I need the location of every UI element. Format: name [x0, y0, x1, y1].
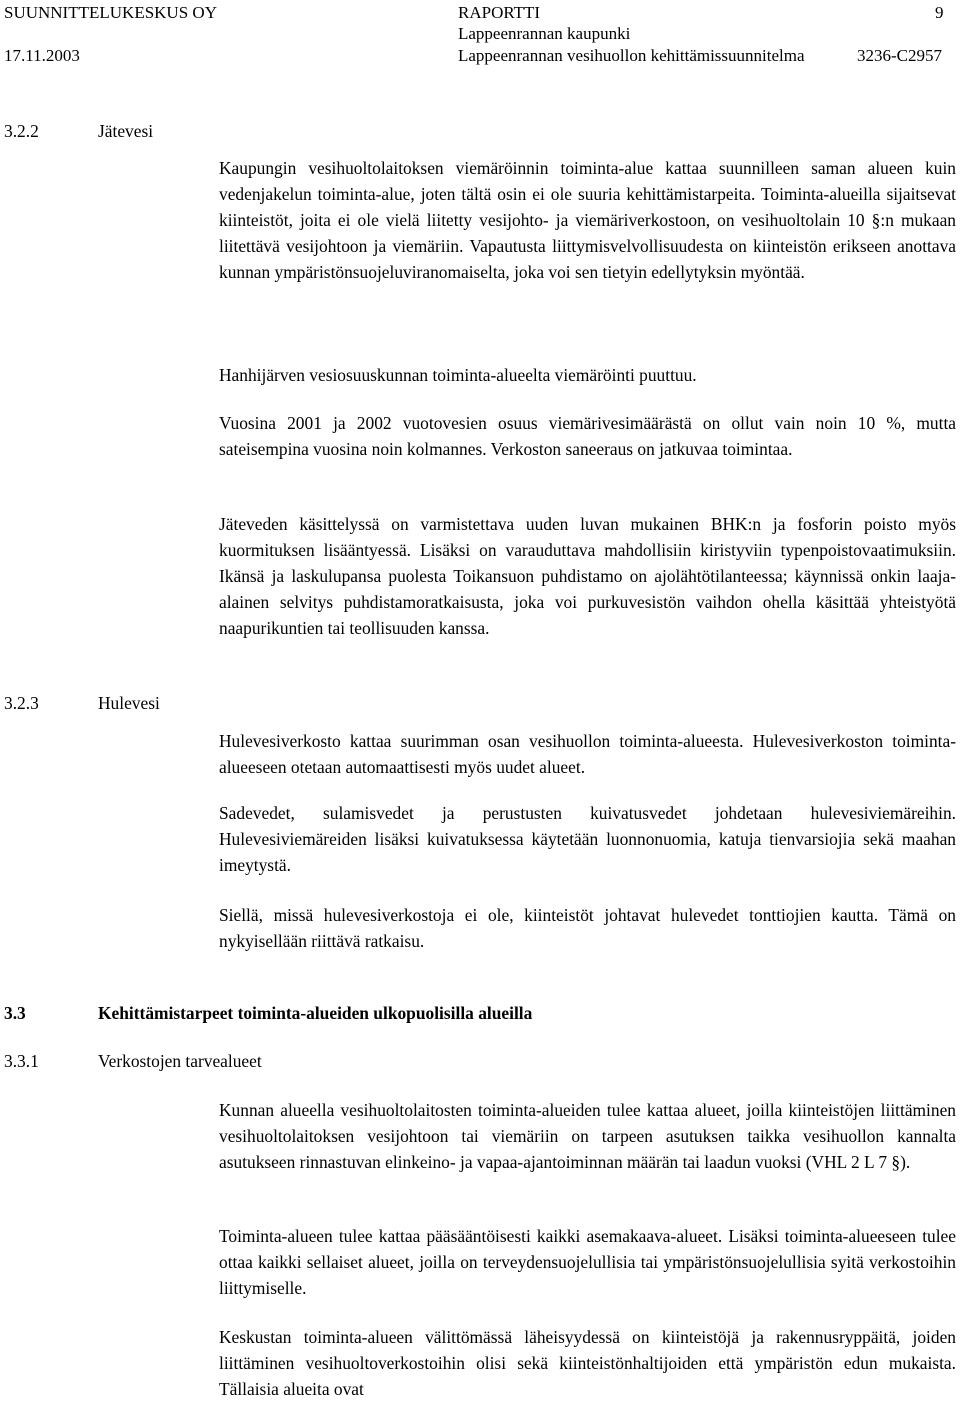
section-number-331: 3.3.1: [4, 1051, 39, 1071]
header-doc-type: RAPORTTI: [458, 3, 541, 22]
paragraph: Keskustan toiminta-alueen välittömässä läheisyydessä on kiinteistöjä ja rakennusryppäitä, joiden liittäminen vesihuoltoverkostoihin olisi sekä kiinteistönhaltijoiden että ympäristön edun mukaista. Tällaisia alueita ovat: [219, 1327, 956, 1399]
section-title-331: Verkostojen tarvealueet: [98, 1051, 262, 1071]
paragraph: Vuosina 2001 ja 2002 vuotovesien osuus viemärivesimäärästä on ollut vain noin 10 %, mutta sateisempina vuosina noin kolmannes. Verkoston saneeraus on jatkuvaa toimintaa.: [219, 413, 956, 459]
page-header: [0, 0, 960, 70]
paragraph: Kaupungin vesihuoltolaitoksen viemäröinnin toiminta-alue kattaa suunnilleen saman alueen kuin vedenjakelun toiminta-alue, joten tältä osin ei ole suuria kehittämistarpeita. Toiminta-alueilla sijaitsevat kiinteistöt, joita ei ole vielä liitetty vesijohto- ja viemäriverkostoon, on vesihuoltolain 10 §:n mukaan liitettävä vesijohtoon ja viemäriin. Vapautusta liittymisvelvollisuudesta on kiinteistön erikseen anottava kunnan ympäristönsuojeluviranomaiselta, joka voi sen tietyin edellytyksin myöntää.: [219, 158, 956, 282]
header-project-number: 3236-C2957: [857, 46, 942, 65]
section-number-323: 3.2.3: [4, 693, 39, 713]
section-number-322: 3.2.2: [4, 121, 39, 141]
section-title-33: Kehittämistarpeet toiminta-alueiden ulkopuolisilla alueilla: [98, 1003, 533, 1023]
section-title-323: Hulevesi: [98, 693, 160, 713]
header-date: 17.11.2003: [4, 46, 80, 65]
paragraph: Hanhijärven vesiosuuskunnan toiminta-alueelta viemäröinti puuttuu.: [219, 365, 697, 385]
header-client: Lappeenrannan kaupunki: [458, 24, 631, 43]
paragraph: Siellä, missä hulevesiverkostoja ei ole, kiinteistöt johtavat hulevedet tonttiojien kautta. Tämä on nykyisellään riittävä ratkaisu.: [219, 905, 956, 951]
paragraph: Toiminta-alueen tulee kattaa pääsääntöisesti kaikki asemakaava-alueet. Lisäksi toiminta-alueeseen tulee ottaa kaikki sellaiset alueet, joilla on terveydensuojelullisia tai ympäristönsuojelullisia syitä verkostoihin liittymiselle.: [219, 1226, 956, 1298]
paragraph: Hulevesiverkosto kattaa suurimman osan vesihuollon toiminta-alueesta. Hulevesiverkoston toiminta-alueeseen otetaan automaattisesti myös uudet alueet.: [219, 731, 956, 777]
paragraph: Jäteveden käsittelyssä on varmistettava uuden luvan mukainen BHK:n ja fosforin poisto myös kuormituksen lisääntyessä. Lisäksi on varauduttava mahdollisiin kiristyviin typenpoistovaatimuksiin. Ikänsä ja laskulupansa puolesta Toikansuon puhdistamo on ajolähtötilanteessa; käynnissä onkin laaja-alainen selvitys puhdistamoratkaisusta, joka voi purkuvesistön vaihdon ohella käsittää yhteistyötä naapurikuntien tai teollisuuden kanssa.: [219, 514, 956, 638]
header-page-number: 9: [935, 3, 944, 22]
section-title-322: Jätevesi: [98, 121, 154, 141]
paragraph: Sadevedet, sulamisvedet ja perustusten kuivatusvedet johdetaan hulevesiviemäreihin. Hulevesiviemäreiden lisäksi kuivatuksessa käytetään luonnonuomia, katuja tienvarsiojia sekä maahan imeytystä.: [219, 803, 956, 875]
paragraph: Kunnan alueella vesihuoltolaitosten toiminta-alueiden tulee kattaa alueet, joilla kiinteistöjen liittäminen vesihuoltolaitoksen vesijohtoon tai viemäriin on tarpeen asutuksen taikka vesihuollon kannalta asutukseen rinnastuvan elinkeino- ja vapaa-ajantoiminnan määrän tai laadun vuoksi (VHL 2 L 7 §).: [219, 1100, 956, 1172]
header-company: SUUNNITTELUKESKUS OY: [4, 3, 217, 22]
section-number-33: 3.3: [4, 1003, 26, 1023]
header-project: Lappeenrannan vesihuollon kehittämissuunnitelma: [458, 46, 805, 65]
